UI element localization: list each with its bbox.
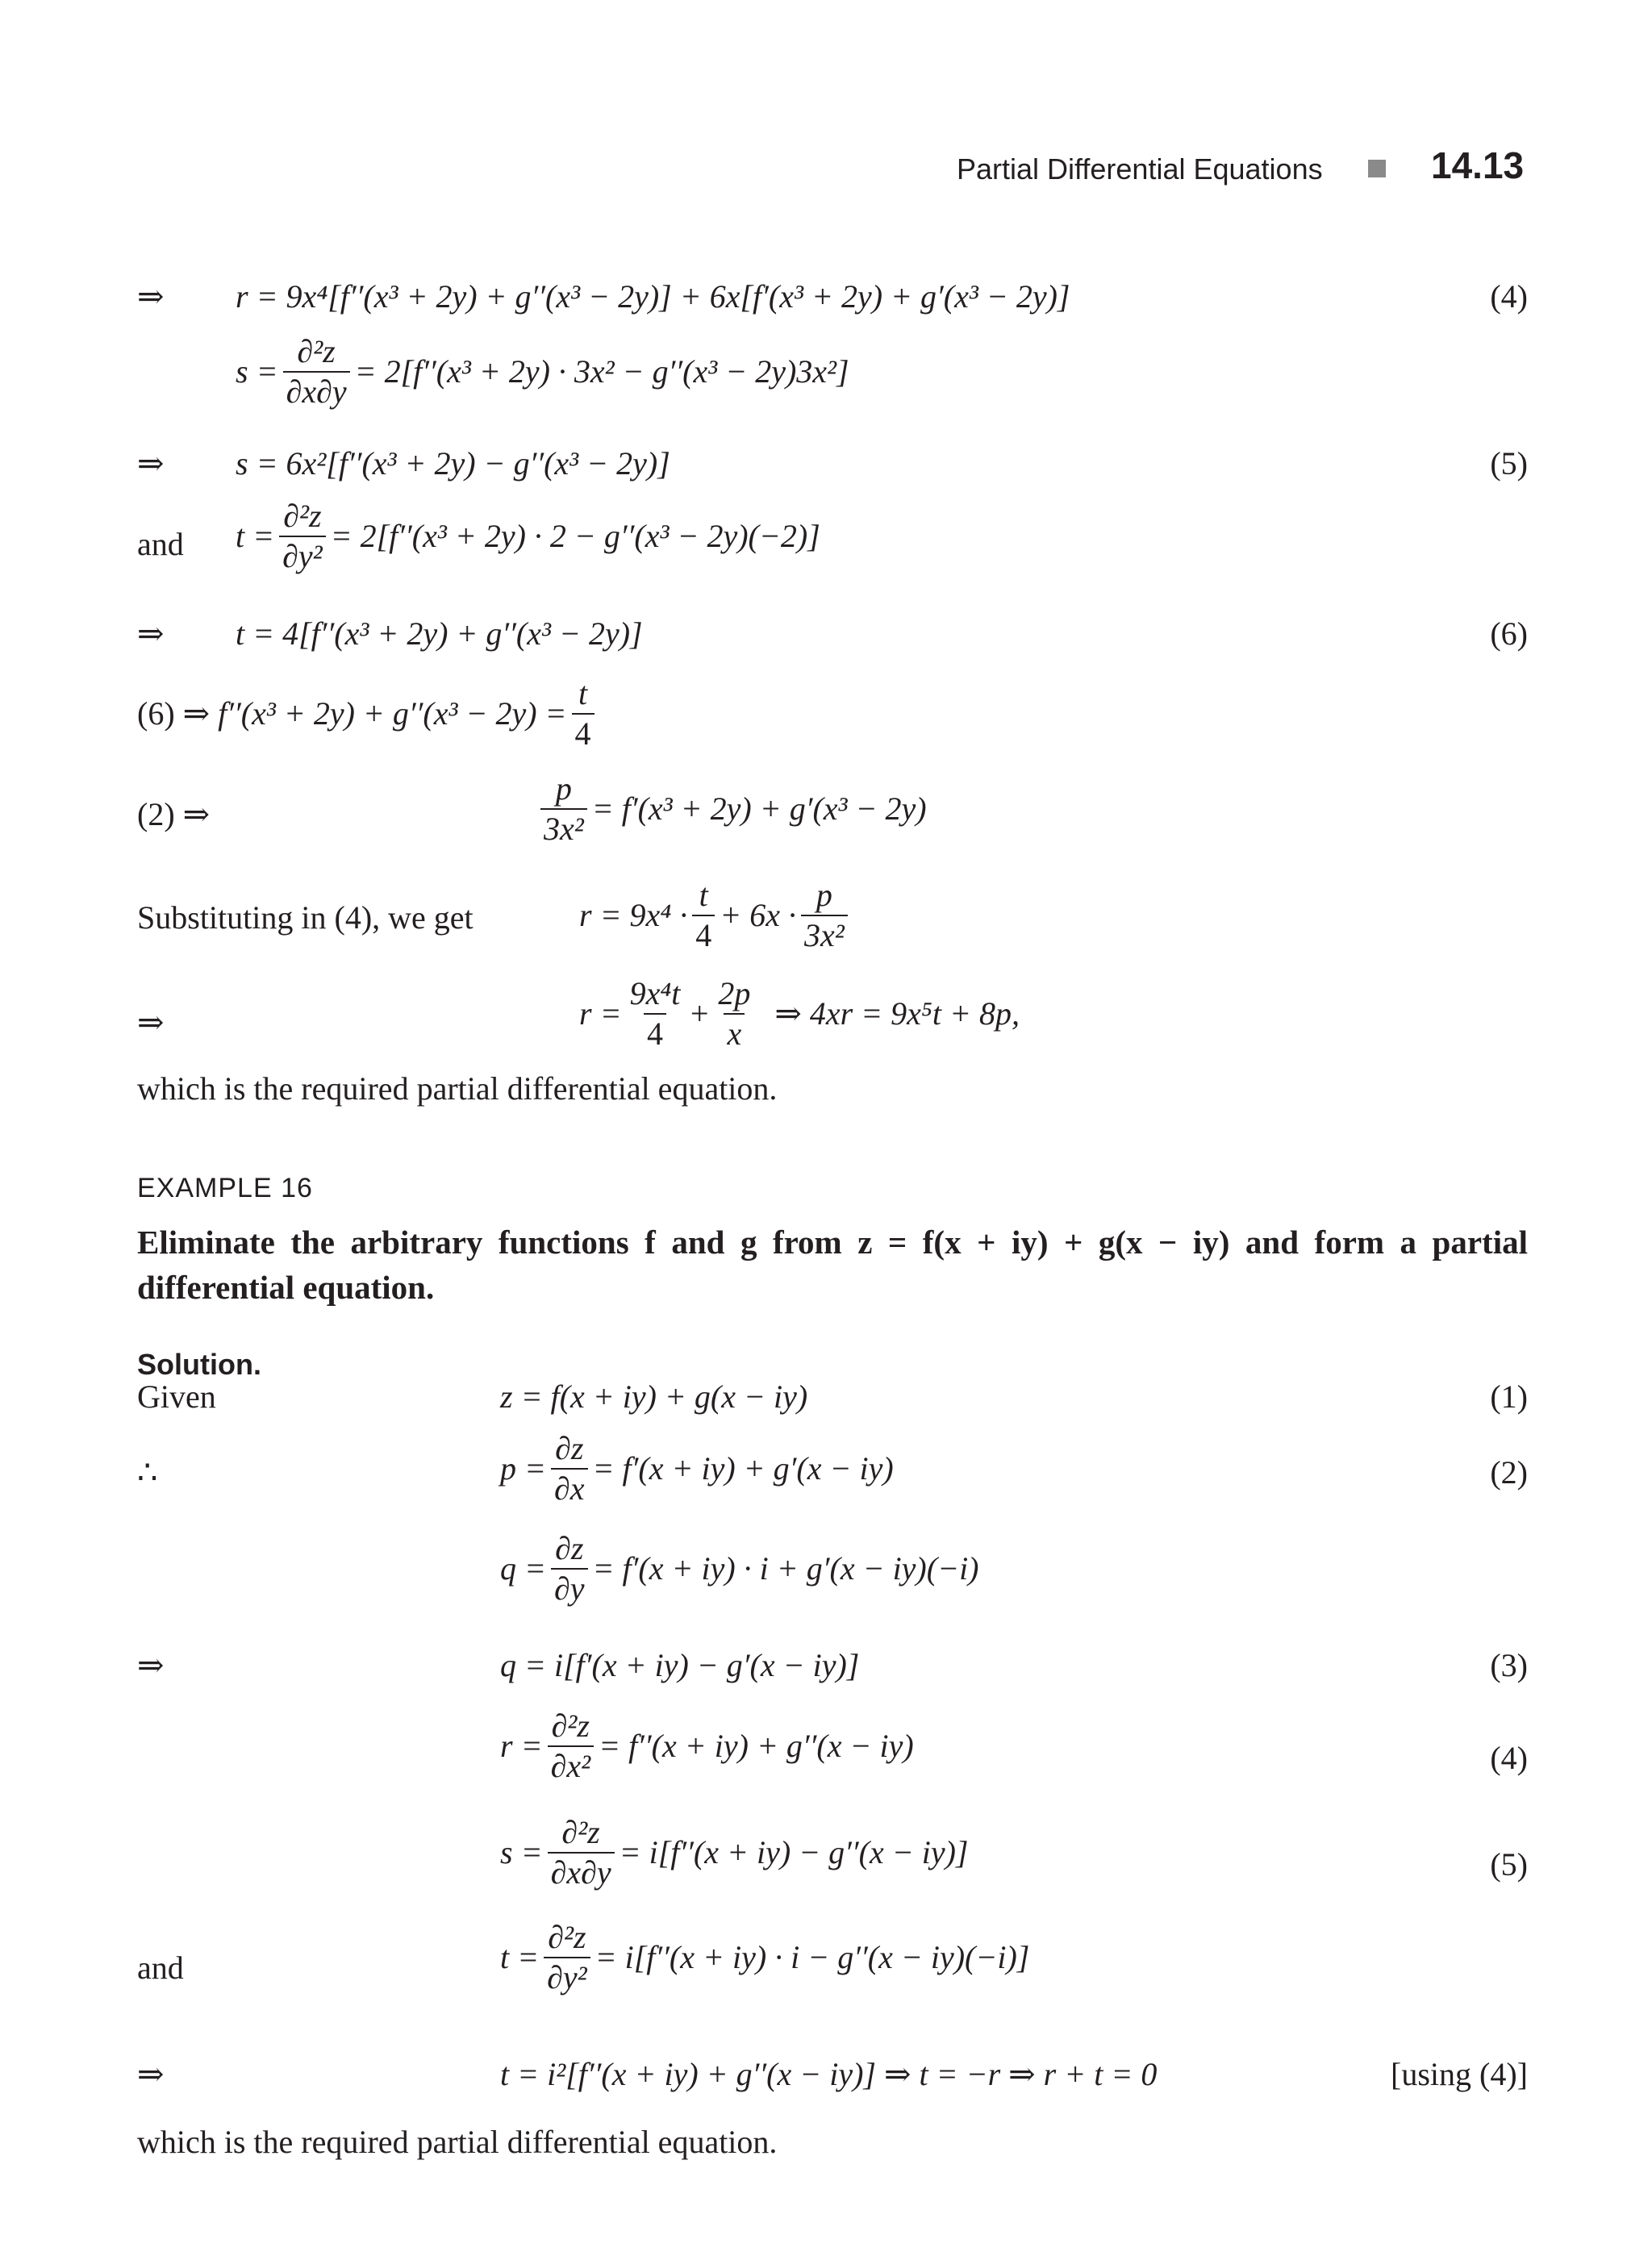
equation-t-final: t = i²[f′′(x + iy) + g′′(x − iy)] ⇒ t = −r ⇒ r + t = 0 (500, 2056, 1158, 2092)
equation-t-definition: t = $\frac{\text{∂²z}}{\text{∂y²}}$ = 2[f′′(x³ + 2y) · 2 − g′′(x³ − 2y)(−2)] (236, 498, 820, 574)
equation-t: t = $\frac{\text{∂²z}}{\text{∂y²}}$ = i[f′′(x + iy) · i − g′′(x − iy)(−i)] (500, 1919, 1030, 1995)
equation-t-simplified: t = 4[f′′(x³ + 2y) + g′′(x³ − 2y)] (236, 615, 643, 652)
fraction: $\frac{\text{9x⁴t}}{4}$ (629, 975, 681, 1052)
fraction: $\frac{\partial z}{\partial y}$ (551, 1532, 588, 1605)
equation-s: s = $\frac{\text{∂²z}}{\partial x\partial y}$ = i[f′′(x + iy) − g′′(x − iy)] (500, 1814, 969, 1891)
example-label: EXAMPLE 16 (137, 1173, 313, 1203)
equation-q: q = $\frac{\partial z}{\partial y}$ = f′(x + iy) · i + g′(x − iy)(−i) (500, 1530, 979, 1607)
equation-reference: [using (4)] (1391, 2056, 1528, 2092)
equation-p: p = $\frac{\partial z}{\partial x}$ = f′(x + iy) + g′(x − iy) (500, 1430, 894, 1507)
and-label: and (137, 1950, 184, 1986)
implies-symbol: ⇒ (137, 615, 165, 652)
equation-number: (4) (1490, 1740, 1528, 1776)
fraction: $\frac{\text{∂²z}}{\text{∂x²}}$ (548, 1710, 594, 1783)
equation-s-definition: s = $\frac{\text{∂²z}}{\partial x\partial y}$ = 2[f′′(x³ + 2y) · 3x² − g′′(x³ − 2y)3x²] (236, 333, 849, 410)
from-2-label: (2) ⇒ (137, 796, 211, 832)
substituting-text: Substituting in (4), we get (137, 899, 473, 936)
fraction: $\frac{\text{∂²z}}{\partial x\partial y}$ (548, 1816, 615, 1889)
fraction: $\frac{p}{\text{3x²}}$ (540, 773, 587, 845)
fraction: $\frac{t}{4}$ (692, 879, 715, 952)
implies-symbol: ⇒ (137, 1004, 165, 1040)
fraction: $\frac{\text{∂²z}}{\text{∂y²}}$ (544, 1921, 590, 1994)
implies-symbol: ⇒ (137, 278, 165, 315)
equation-z: z = f(x + iy) + g(x − iy) (500, 1378, 808, 1415)
equation-substituted: r = 9x⁴ · $\frac{t}{4}$ + 6x · $\frac{p}{\text{3x²}}$ (579, 879, 853, 952)
therefore-symbol: ∴ (137, 1454, 158, 1491)
equation-q-simplified: q = i[f′(x + iy) − g′(x − iy)] (500, 1647, 860, 1683)
given-label: Given (137, 1378, 216, 1415)
equation-from-6: (6) ⇒ f′′(x³ + 2y) + g′′(x³ − 2y) = $\frac{t}{4}$ (137, 678, 599, 750)
implies-symbol: ⇒ (137, 1647, 165, 1683)
conclusion-text: which is the required partial differential equation. (137, 2124, 778, 2160)
fraction: $\frac{\text{∂²z}}{\partial x\partial y}$ (283, 336, 350, 408)
equation-number: (5) (1490, 445, 1528, 482)
implies-symbol: ⇒ (137, 2056, 165, 2092)
equation-s-simplified: s = 6x²[f′′(x³ + 2y) − g′′(x³ − 2y)] (236, 445, 670, 482)
equation-number: (5) (1490, 1846, 1528, 1883)
solution-heading: Solution. (137, 1348, 261, 1381)
and-label: and (137, 526, 184, 562)
equation-from-2: $\frac{p}{\text{3x²}}$ = f′(x³ + 2y) + g′(x³ − 2y) (536, 773, 927, 845)
implies-symbol: ⇒ (137, 445, 165, 482)
equation-number: (4) (1490, 278, 1528, 315)
header-square-marker (1368, 160, 1386, 177)
fraction: $\frac{2p}{x}$ (718, 975, 751, 1052)
conclusion-text: which is the required partial differential equation. (137, 1070, 778, 1107)
fraction: $\frac{t}{4}$ (572, 678, 594, 750)
page-number: 14.13 (1431, 144, 1525, 186)
equation-number: (3) (1490, 1647, 1528, 1683)
fraction: $\frac{\text{∂²z}}{\text{∂y²}}$ (279, 500, 326, 573)
equation-r: r = 9x⁴[f′′(x³ + 2y) + g′′(x³ − 2y)] + 6x[f′(x³ + 2y) + g′(x³ − 2y)] (236, 278, 1070, 315)
equation-number: (6) (1490, 615, 1528, 652)
fraction: $\frac{p}{\text{3x²}}$ (801, 879, 848, 952)
equation-number: (2) (1490, 1454, 1528, 1491)
running-title: Partial Differential Equations (957, 152, 1323, 186)
equation-final: r = $\frac{\text{9x⁴t}}{4}$ + $\frac{2p}{x}$ ⇒ 4xr = 9x⁵t + 8p, (579, 975, 1020, 1052)
equation-r: r = $\frac{\text{∂²z}}{\text{∂x²}}$ = f′′(x + iy) + g′′(x − iy) (500, 1708, 914, 1784)
equation-number: (1) (1490, 1378, 1528, 1415)
problem-statement: Eliminate the arbitrary functions f and g from z = f(x + iy) + g(x − iy) and form a partial differential equation. (137, 1224, 1528, 1306)
fraction: $\frac{\partial z}{\partial x}$ (551, 1432, 588, 1505)
